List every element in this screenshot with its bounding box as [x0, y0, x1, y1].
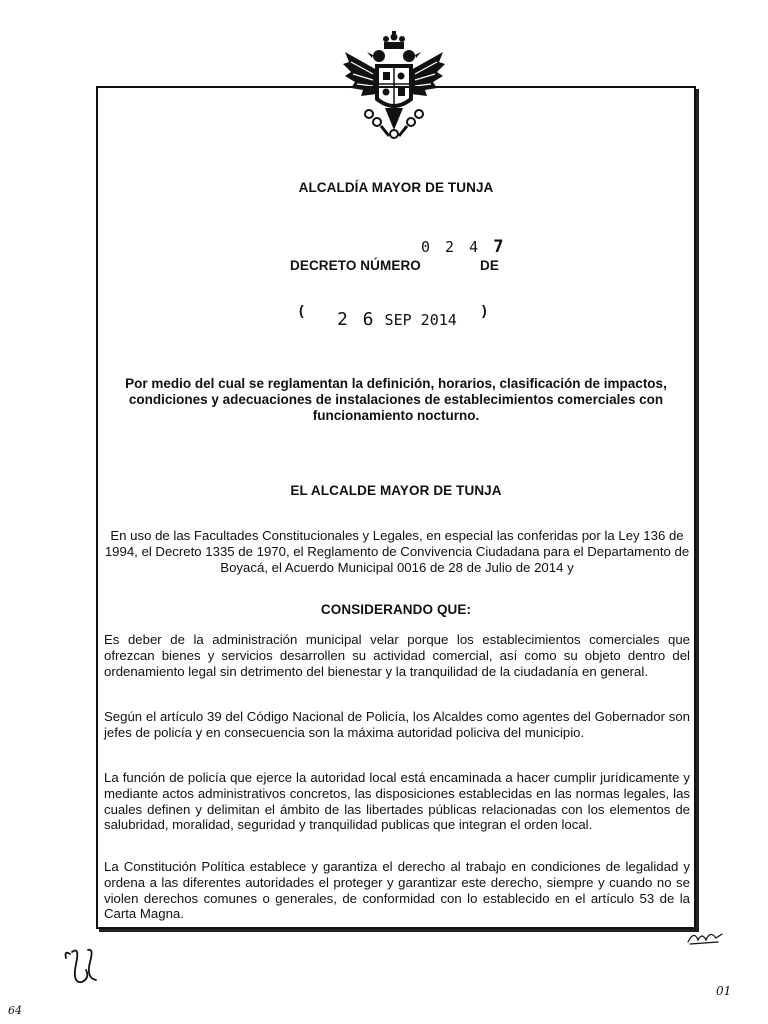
considerando-title: CONSIDERANDO QUE:	[320, 602, 472, 617]
decree-date-stamp	[337, 309, 457, 330]
date-paren-close: )	[482, 302, 487, 318]
handwritten-initials-mark	[684, 926, 724, 948]
office-title: ALCALDÍA MAYOR DE TUNJA	[298, 180, 494, 195]
preamble-paragraph: En uso de las Facultades Constitucionales y Legales, en especial las conferidas por la Ley 136 de 1994, el Decreto 1335 de 1970, el Reglamento de Convivencia Ciudadana para el Departamento de Boyacá, el Acuerdo Municipal 0016 de 28 de Julio de 2014 y	[104, 528, 690, 575]
decree-number-last-digit: 7	[493, 237, 507, 257]
decree-number-stamp	[421, 237, 506, 257]
considerando-paragraph: La función de policía que ejerce la autoridad local está encaminada a hacer cumplir jurídicamente y mediante actos administrativos concretos, las disposiciones establecidas en las normas legales, las cuales definen y delimitan el ámbito de las libertades públicas relacionadas con los elementos de salubridad, moralidad, seguridad y tranquilidad publicas que integran el orden local.	[104, 770, 690, 833]
handwritten-corner-mark: 64	[8, 1004, 22, 1017]
handwritten-page-mark: 01	[716, 984, 732, 998]
date-day: 2 6	[337, 309, 376, 330]
considerando-paragraph: Es deber de la administración municipal velar porque los establecimientos comerciales que ofrezcan bienes y servicios desarrollen su actividad comercial, así como su objeto dentro del ordenamiento legal sin detrimento del bienestar y la tranquilidad de la ciudadanía en general.	[104, 632, 690, 679]
date-month-year: SEP 2014	[384, 311, 457, 329]
decree-de: DE	[480, 258, 499, 273]
authority-title: EL ALCALDE MAYOR DE TUNJA	[290, 483, 502, 498]
decree-subject: Por medio del cual se reglamentan la definición, horarios, clasificación de impactos, condiciones y adecuaciones de instalaciones de establecimientos comerciales con funcionamiento nocturno.	[125, 376, 667, 423]
considerando-paragraph: La Constitución Política establece y garantiza el derecho al trabajo en condiciones de legalidad y ordena a las diferentes autoridades el proteger y garantizar este derecho, siempre y cuando no se violen derechos comunes o generales, de conformidad con lo establecido en el artículo 53 de la Carta Magna.	[104, 859, 690, 922]
decree-number-digits: 0 2 4	[421, 238, 482, 256]
date-paren-open: (	[299, 302, 304, 318]
decree-label: DECRETO NÚMERO	[290, 258, 421, 273]
considerando-paragraph: Según el artículo 39 del Código Nacional de Policía, los Alcaldes como agentes del Gobernador son jefes de policía y en consecuencia son la máxima autoridad policiva del municipio.	[104, 709, 690, 740]
handwritten-initial-signature	[60, 944, 104, 994]
